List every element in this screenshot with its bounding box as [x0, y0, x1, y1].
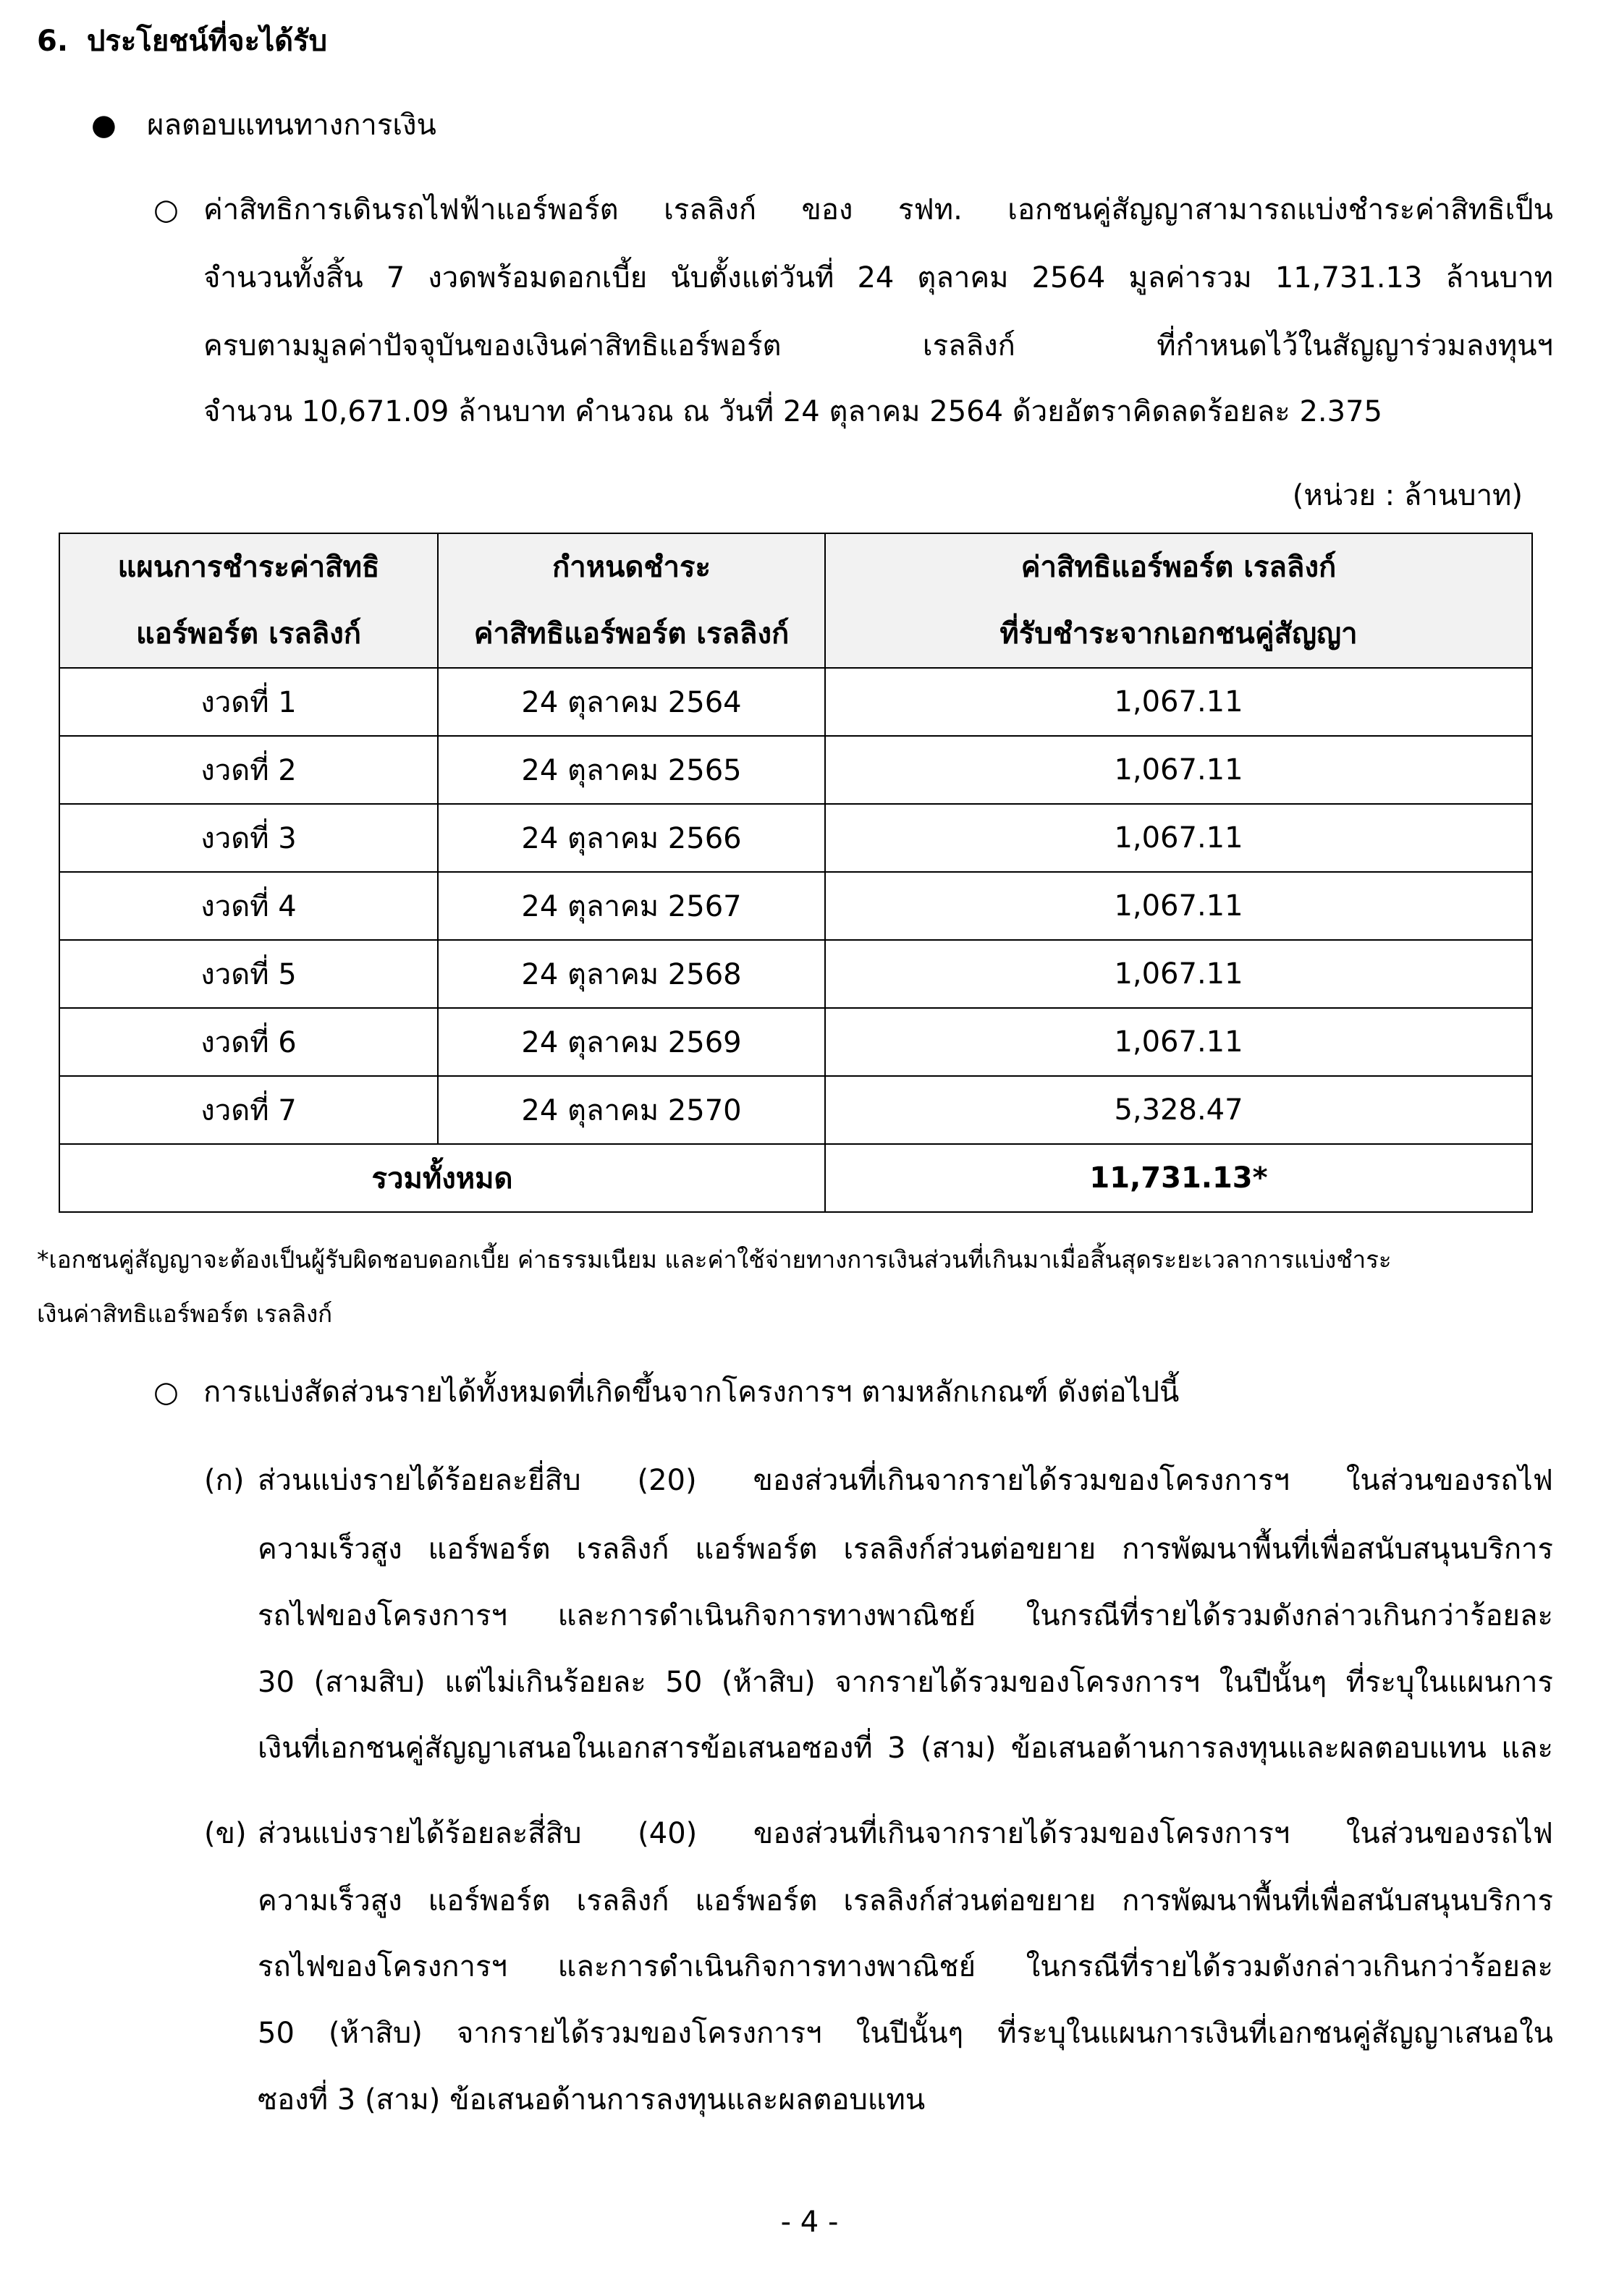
- cell-amount: 1,067.11: [825, 940, 1532, 1008]
- cell-amount: 1,067.11: [825, 1008, 1532, 1076]
- para1-line: จำนวน 10,671.09 ล้านบาท คำนวณ ณ วันที่ 24 ตุลาคม 2564 ด้วยอัตราคิดลดร้อยละ 2.375: [203, 395, 1382, 428]
- cell-date: 24 ตุลาคม 2568: [438, 940, 825, 1008]
- footnote-line: *เอกชนคู่สัญญาจะต้องเป็นผู้รับผิดชอบดอกเบี้ย ค่าธรรมเนียม และค่าใช้จ่ายทางการเงินส่วนที่เกินมาเมื่อสิ้นสุดระยะเวลาการแบ่งชำระ: [37, 1245, 1392, 1274]
- item-b-line: ส่วนแบ่งรายได้ร้อยละสี่สิบ (40) ของส่วนที่เกินจากรายได้รวมของโครงการฯ ในส่วนของรถไฟ: [258, 1817, 1553, 1850]
- cell-date: 24 ตุลาคม 2570: [438, 1076, 825, 1144]
- section-title: ประโยชน์ที่จะได้รับ: [87, 25, 328, 58]
- cell-date: 24 ตุลาคม 2565: [438, 736, 825, 804]
- header-amount: ที่รับชำระจากเอกชนคู่สัญญา: [999, 617, 1358, 651]
- item-a-line: เงินที่เอกชนคู่สัญญาเสนอในเอกสารข้อเสนอซองที่ 3 (สาม) ข้อเสนอด้านการลงทุนและผลตอบแทน และ: [258, 1732, 1553, 1765]
- para1-line: จำนวนทั้งสิ้น 7 งวดพร้อมดอกเบี้ย นับตั้งแต่วันที่ 24 ตุลาคม 2564 มูลค่ารวม 11,731.13 ล้านบาท: [203, 261, 1553, 295]
- table-row: [59, 736, 1532, 804]
- unit-label: (หน่วย : ล้านบาท): [1292, 479, 1523, 512]
- cell-installment: งวดที่ 2: [59, 736, 438, 804]
- table-total-row: [59, 1144, 1532, 1212]
- item-a-line: ส่วนแบ่งรายได้ร้อยละยี่สิบ (20) ของส่วนที่เกินจากรายได้รวมของโครงการฯ ในส่วนของรถไฟ: [258, 1464, 1553, 1497]
- total-label: รวมทั้งหมด: [59, 1144, 825, 1212]
- table-row: [59, 668, 1532, 736]
- cell-date: 24 ตุลาคม 2564: [438, 668, 825, 736]
- cell-installment: งวดที่ 1: [59, 668, 438, 736]
- table-header-row: [59, 533, 1532, 668]
- cell-amount: 1,067.11: [825, 668, 1532, 736]
- revenue-share-intro: การแบ่งสัดส่วนรายได้ทั้งหมดที่เกิดขึ้นจากโครงการฯ ตามหลักเกณฑ์ ดังต่อไปนี้: [203, 1376, 1180, 1409]
- item-b-line: รถไฟของโครงการฯ และการดำเนินกิจการทางพาณิชย์ ในกรณีที่รายได้รวมดังกล่าวเกินกว่าร้อยละ: [258, 1950, 1553, 1983]
- bullet-icon: ●: [91, 109, 117, 142]
- cell-amount: 1,067.11: [825, 872, 1532, 940]
- header-plan: แอร์พอร์ต เรลลิงก์: [136, 617, 361, 651]
- bullet-financial-return: ผลตอบแทนทางการเงิน: [147, 109, 436, 142]
- cell-installment: งวดที่ 6: [59, 1008, 438, 1076]
- page-number: - 4 -: [780, 2206, 839, 2239]
- cell-amount: 1,067.11: [825, 804, 1532, 872]
- total-value: 11,731.13*: [825, 1144, 1532, 1212]
- para1-line: ค่าสิทธิการเดินรถไฟฟ้าแอร์พอร์ต เรลลิงก์ ของ รฟท. เอกชนคู่สัญญาสามารถแบ่งชำระค่าสิทธิเป็น: [203, 193, 1553, 226]
- cell-amount: 1,067.11: [825, 736, 1532, 804]
- cell-installment: งวดที่ 5: [59, 940, 438, 1008]
- cell-installment: งวดที่ 3: [59, 804, 438, 872]
- circle-bullet-icon: ○: [153, 193, 179, 226]
- cell-amount: 5,328.47: [825, 1076, 1532, 1144]
- table-row: [59, 940, 1532, 1008]
- table-row: [59, 1008, 1532, 1076]
- header-due: กำหนดชำระ: [552, 551, 711, 584]
- header-plan: แผนการชำระค่าสิทธิ: [117, 551, 380, 584]
- item-b-line: ซองที่ 3 (สาม) ข้อเสนอด้านการลงทุนและผลตอบแทน: [258, 2083, 926, 2117]
- footnote-line: เงินค่าสิทธิแอร์พอร์ต เรลลิงก์: [37, 1300, 333, 1328]
- item-a-line: ความเร็วสูง แอร์พอร์ต เรลลิงก์ แอร์พอร์ต เรลลิงก์ส่วนต่อขยาย การพัฒนาพื้นที่เพื่อสนับสนุนบริการ: [258, 1533, 1553, 1566]
- cell-installment: งวดที่ 7: [59, 1076, 438, 1144]
- para1-line: ครบตามมูลค่าปัจจุบันของเงินค่าสิทธิแอร์พอร์ต เรลลิงก์ ที่กำหนดไว้ในสัญญาร่วมลงทุนฯ: [203, 329, 1553, 363]
- cell-date: 24 ตุลาคม 2566: [438, 804, 825, 872]
- item-a-label: (ก): [204, 1464, 245, 1497]
- table-row: [59, 1076, 1532, 1144]
- cell-date: 24 ตุลาคม 2569: [438, 1008, 825, 1076]
- item-a-line: 30 (สามสิบ) แต่ไม่เกินร้อยละ 50 (ห้าสิบ) จากรายได้รวมของโครงการฯ ในปีนั้นๆ ที่ระบุในแผนการ: [258, 1666, 1553, 1699]
- header-amount: ค่าสิทธิแอร์พอร์ต เรลลิงก์: [1020, 551, 1337, 584]
- section-number: 6.: [37, 25, 69, 58]
- item-b-label: (ข): [204, 1817, 247, 1850]
- table-row: [59, 872, 1532, 940]
- header-due: ค่าสิทธิแอร์พอร์ต เรลลิงก์: [473, 617, 790, 651]
- cell-date: 24 ตุลาคม 2567: [438, 872, 825, 940]
- circle-bullet-icon: ○: [153, 1376, 179, 1409]
- item-b-line: 50 (ห้าสิบ) จากรายได้รวมของโครงการฯ ในปีนั้นๆ ที่ระบุในแผนการเงินที่เอกชนคู่สัญญาเสนอใน: [258, 2017, 1553, 2050]
- payment-table: [59, 533, 1533, 1213]
- item-b-line: ความเร็วสูง แอร์พอร์ต เรลลิงก์ แอร์พอร์ต เรลลิงก์ส่วนต่อขยาย การพัฒนาพื้นที่เพื่อสนับสนุนบริการ: [258, 1884, 1553, 1918]
- cell-installment: งวดที่ 4: [59, 872, 438, 940]
- table-row: [59, 804, 1532, 872]
- item-a-line: รถไฟของโครงการฯ และการดำเนินกิจการทางพาณิชย์ ในกรณีที่รายได้รวมดังกล่าวเกินกว่าร้อยละ: [258, 1599, 1553, 1632]
